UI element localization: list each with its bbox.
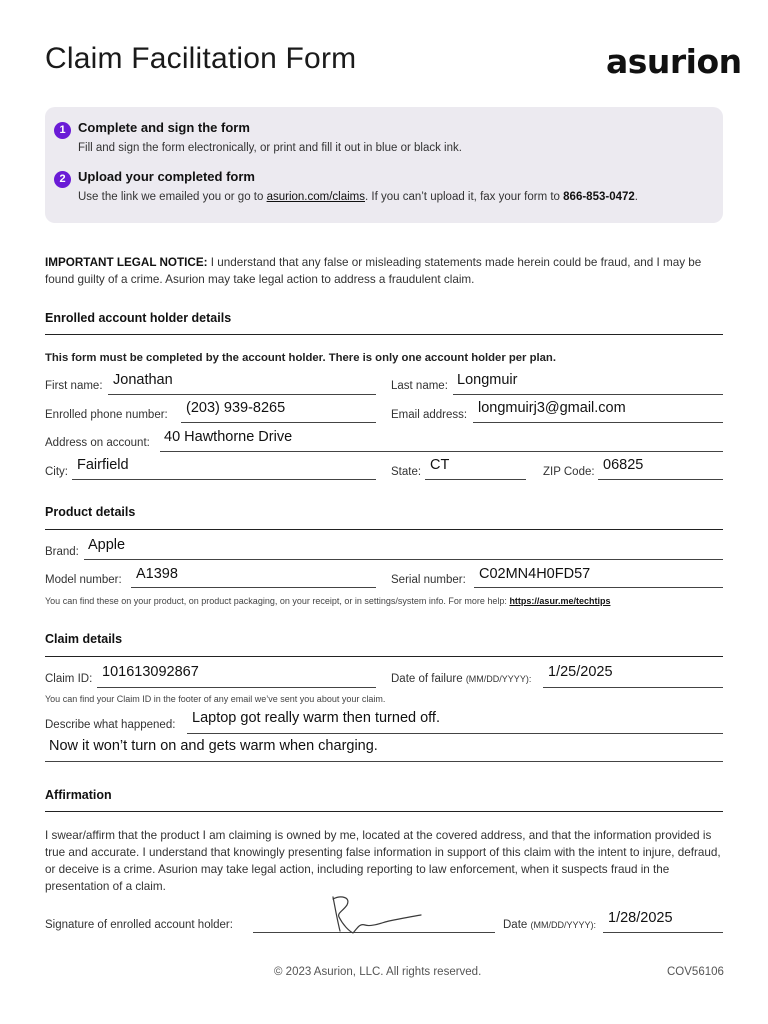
first-name-label: First name: bbox=[45, 380, 103, 392]
step-1-text: Fill and sign the form electronically, or print and fill it out in blue or black ink. bbox=[78, 142, 462, 154]
copyright-text: © 2023 Asurion, LLC. All rights reserved. bbox=[274, 966, 482, 978]
affirmation-section-heading: Affirmation bbox=[45, 788, 112, 802]
model-value: A1398 bbox=[136, 566, 178, 582]
brand-field[interactable] bbox=[84, 559, 723, 560]
last-name-value: Longmuir bbox=[457, 372, 518, 388]
divider bbox=[45, 656, 723, 657]
zip-field[interactable] bbox=[598, 479, 723, 480]
zip-label: ZIP Code: bbox=[543, 466, 595, 478]
step-1-badge: 1 bbox=[54, 122, 71, 139]
account-note: This form must be completed by the account holder. There is only one account holder per plan. bbox=[45, 352, 556, 364]
step-2-text: Use the link we emailed you or go to asurion.com/claims. If you can’t upload it, fax your form to 866-853-0472. bbox=[78, 191, 638, 203]
first-name-field[interactable] bbox=[108, 394, 376, 395]
first-name-value: Jonathan bbox=[113, 372, 173, 388]
fax-number: 866-853-0472 bbox=[563, 191, 635, 203]
zip-value: 06825 bbox=[603, 457, 644, 473]
form-code: COV56106 bbox=[667, 966, 724, 978]
serial-label: Serial number: bbox=[391, 574, 466, 586]
model-label: Model number: bbox=[45, 574, 122, 586]
address-value: 40 Hawthorne Drive bbox=[164, 429, 293, 445]
divider bbox=[45, 811, 723, 812]
techtips-link[interactable]: https://asur.me/techtips bbox=[509, 596, 611, 606]
describe-value-line-1: Laptop got really warm then turned off. bbox=[192, 710, 440, 726]
state-label: State: bbox=[391, 466, 422, 478]
legal-notice: IMPORTANT LEGAL NOTICE: I understand that any false or misleading statements made herein could be fraud, and I may be found guilty of a crime. Asurion may take legal action to address a fraudulent claim. bbox=[45, 256, 702, 286]
asurion-logo: asurion bbox=[606, 42, 742, 81]
phone-value: (203) 939-8265 bbox=[186, 400, 286, 416]
sign-date-field[interactable] bbox=[603, 932, 723, 933]
page-title: Claim Facilitation Form bbox=[45, 42, 357, 75]
phone-field[interactable] bbox=[181, 422, 376, 423]
serial-value: C02MN4H0FD57 bbox=[479, 566, 591, 582]
describe-field-line-1[interactable] bbox=[187, 733, 723, 734]
failure-date-value: 1/25/2025 bbox=[548, 664, 613, 680]
phone-label: Enrolled phone number: bbox=[45, 409, 168, 421]
claim-id-label: Claim ID: bbox=[45, 673, 93, 685]
step-2-title: Upload your completed form bbox=[78, 169, 255, 184]
last-name-label: Last name: bbox=[391, 380, 448, 392]
step-1-title: Complete and sign the form bbox=[78, 120, 250, 135]
step-2-badge: 2 bbox=[54, 171, 71, 188]
describe-value-line-2: Now it won’t turn on and gets warm when charging. bbox=[49, 738, 378, 754]
claim-id-field[interactable] bbox=[97, 687, 376, 688]
email-value: longmuirj3@gmail.com bbox=[478, 400, 626, 416]
account-section-heading: Enrolled account holder details bbox=[45, 311, 232, 325]
signature-image bbox=[325, 893, 425, 935]
instructions-panel bbox=[45, 107, 723, 223]
product-help-text: You can find these on your product, on product packaging, on your receipt, or in settings/system info. For more help: https://asur.me/techtips bbox=[45, 596, 611, 606]
failure-date-field[interactable] bbox=[543, 687, 723, 688]
brand-value: Apple bbox=[88, 537, 126, 553]
claim-help-text: You can find your Claim ID in the footer of any email we’ve sent you about your claim. bbox=[45, 694, 386, 704]
last-name-field[interactable] bbox=[453, 394, 723, 395]
city-label: City: bbox=[45, 466, 68, 478]
claim-section-heading: Claim details bbox=[45, 632, 123, 646]
product-section-heading: Product details bbox=[45, 505, 136, 519]
sign-date-value: 1/28/2025 bbox=[608, 910, 673, 926]
claims-link[interactable]: asurion.com/claims bbox=[266, 191, 365, 203]
claim-id-value: 101613092867 bbox=[102, 664, 199, 680]
address-field[interactable] bbox=[160, 451, 723, 452]
city-value: Fairfield bbox=[77, 457, 129, 473]
divider bbox=[45, 334, 723, 335]
state-field[interactable] bbox=[425, 479, 526, 480]
signature-label: Signature of enrolled account holder: bbox=[45, 919, 233, 931]
model-field[interactable] bbox=[131, 587, 376, 588]
sign-date-label: Date (MM/DD/YYYY): bbox=[503, 919, 597, 931]
failure-date-label: Date of failure (MM/DD/YYYY): bbox=[391, 673, 532, 685]
email-field[interactable] bbox=[473, 422, 723, 423]
describe-label: Describe what happened: bbox=[45, 719, 176, 731]
serial-field[interactable] bbox=[474, 587, 723, 588]
email-label: Email address: bbox=[391, 409, 468, 421]
describe-field-line-2[interactable] bbox=[45, 761, 723, 762]
state-value: CT bbox=[430, 457, 450, 473]
brand-label: Brand: bbox=[45, 546, 79, 558]
affirmation-text: I swear/affirm that the product I am claiming is owned by me, located at the covered address, and that the information provided is true and accurate. I understand that knowingly presenting false information in support of this claim with the intent to injure, defraud, or deceive is a crime. Asurion may take legal action, including reporting to law enforcement, when it suspects fraud in the presentation of a claim. bbox=[45, 829, 721, 893]
divider bbox=[45, 529, 723, 530]
address-label: Address on account: bbox=[45, 437, 150, 449]
city-field[interactable] bbox=[72, 479, 376, 480]
